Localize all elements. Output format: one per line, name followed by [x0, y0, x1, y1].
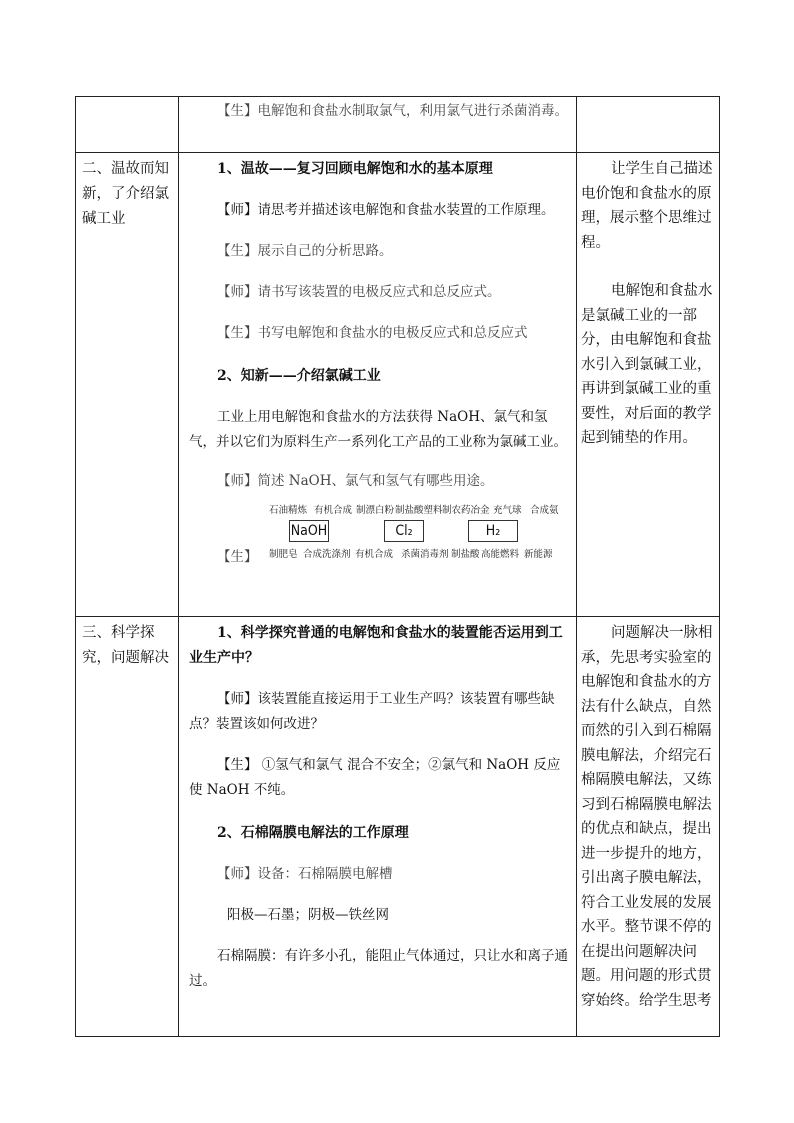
use-label: 石油精炼	[269, 505, 308, 516]
note-paragraph: 问题解决一脉相承，先思考实验室的电解饱和食盐水的方法有什么缺点，自然而然的引入到石棉隔膜电解法，介绍完石棉隔膜电解法，又练习到石棉隔膜电解法的优点和缺点，提出进一步提升的地方，引出离子膜电解法，符合工业发展的发展水平。整节课不停的在提出问题解决问题。用问题的形式贯穿始终。给学生思考	[581, 625, 713, 1009]
uses-figure	[189, 502, 568, 566]
use-label: 制盐酸	[451, 549, 480, 560]
teacher-line: 【师】该装置能直接运用于工业生产吗？该装置有哪些缺点？装置该如何改进？	[189, 691, 555, 732]
section-heading: 1、温故——复习回顾电解饱和水的基本原理	[217, 161, 493, 177]
section-heading: 2、知新——介绍氯碱工业	[217, 368, 381, 384]
content-cell	[179, 97, 577, 153]
use-label: 制农药冶金	[442, 505, 490, 516]
use-label: 高能燃料	[481, 549, 520, 560]
teacher-line: 【师】简述 NaOH、氯气和氢气有哪些用途。	[217, 473, 494, 489]
content-cell	[179, 153, 577, 617]
student-line: 【生】电解饱和食盐水制取氯气，利用氯气进行杀菌消毒。	[217, 103, 568, 119]
h2-box: H₂	[468, 520, 518, 542]
use-label: 充气球	[493, 505, 522, 516]
stage-title: 三、科学探究，问题解决	[82, 625, 169, 666]
naoh-box: NaOH	[289, 520, 329, 542]
notes-cell	[577, 153, 720, 617]
content-cell	[179, 617, 577, 1037]
paragraph: 阳极—石墨；阴极—铁丝网	[227, 907, 389, 923]
teacher-line: 【师】请书写该装置的电极反应式和总反应式。	[217, 284, 501, 300]
stage-title: 二、温故而知新，了介绍氯碱工业	[82, 161, 169, 227]
teacher-line: 【师】设备：石棉隔膜电解槽	[217, 866, 393, 882]
use-label: 制漂白粉	[356, 505, 395, 516]
note-paragraph: 让学生自己描述电价饱和食盐水的原理，展示整个思维过程。	[581, 161, 713, 251]
teacher-line: 【师】请思考并描述该电解饱和食盐水装置的工作原理。	[217, 202, 555, 218]
section-heading: 1、科学探究普通的电解饱和食盐水的装置能否运用到工业生产中？	[189, 625, 563, 666]
paragraph: 石棉隔膜：有许多小孔，能阻止气体通过，只让水和离子通过。	[189, 948, 568, 989]
student-line: 【生】 ①氢气和氯气 混合不安全；②氯气和 NaOH 反应使 NaOH 不纯。	[189, 757, 561, 798]
use-label: 合成洗涤剂	[303, 549, 351, 560]
use-label: 新能源	[524, 549, 553, 560]
use-label: 有机合成	[355, 549, 394, 560]
student-line: 【生】展示自己的分析思路。	[217, 243, 393, 259]
note-paragraph: 电解饱和食盐水是氯碱工业的一部分，由电解饱和食盐水引入到氯碱工业，再讲到氯碱工业的重要性，对后面的教学起到铺垫的作用。	[581, 283, 713, 446]
table-row	[76, 153, 720, 617]
use-label: 制盐酸塑料	[395, 505, 443, 516]
notes-cell	[577, 617, 720, 1037]
cl2-box: Cl₂	[384, 520, 424, 542]
stage-cell	[76, 153, 179, 617]
table-row	[76, 97, 720, 153]
use-label: 制肥皂	[269, 549, 298, 560]
notes-cell	[577, 97, 720, 153]
use-label: 合成氨	[530, 505, 559, 516]
stage-cell	[76, 97, 179, 153]
table-row	[76, 617, 720, 1037]
use-label: 有机合成	[314, 505, 353, 516]
paragraph: 工业上用电解饱和食盐水的方法获得 NaOH、氯气和氢气，并以它们为原料生产一系列化工产品的工业称为氯碱工业。	[189, 409, 567, 450]
student-tag: 【生】	[217, 549, 258, 565]
lesson-plan-table	[75, 96, 720, 1037]
stage-cell	[76, 617, 179, 1037]
section-heading: 2、石棉隔膜电解法的工作原理	[217, 825, 409, 841]
use-label: 杀菌消毒剂	[401, 549, 449, 560]
student-line: 【生】书写电解饱和食盐水的电极反应式和总反应式	[217, 325, 528, 341]
